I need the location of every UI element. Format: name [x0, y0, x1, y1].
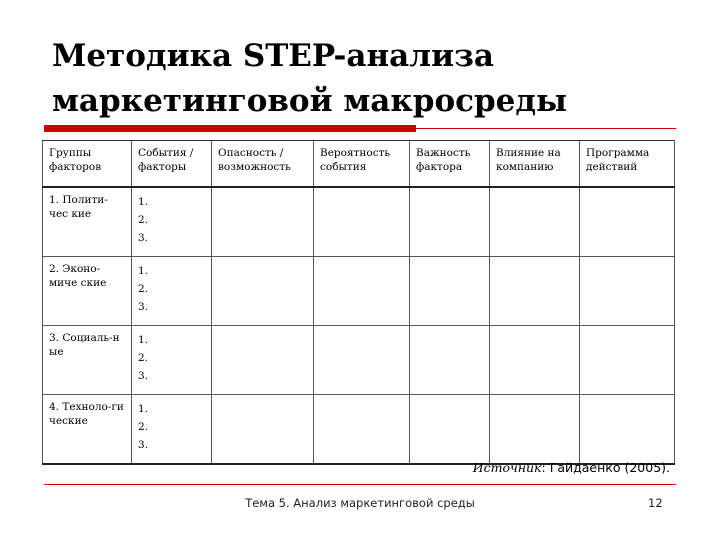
slide-title-line-1: Методика STEP-анализа — [52, 38, 494, 74]
slide-title — [52, 34, 692, 124]
empty-cell — [580, 257, 675, 326]
empty-cell — [212, 326, 314, 395]
event-item: 2. — [138, 283, 149, 295]
header-cell-program: Программа действий — [580, 141, 675, 188]
empty-cell — [314, 187, 410, 257]
event-item: 2. — [138, 214, 149, 226]
events-cell — [132, 257, 212, 326]
empty-cell — [490, 257, 580, 326]
empty-cell — [410, 187, 490, 257]
header-cell-impact: Влияние на компанию — [490, 141, 580, 188]
empty-cell — [212, 187, 314, 257]
group-cell: 4. Техноло-ги ческие — [43, 395, 132, 465]
empty-cell — [490, 187, 580, 257]
event-item: 3. — [138, 439, 149, 451]
header-cell-threat: Опасность / возможность — [212, 141, 314, 188]
group-cell: 2. Эконо-миче ские — [43, 257, 132, 326]
header-cell-events: События / факторы — [132, 141, 212, 188]
events-cell — [132, 187, 212, 257]
title-underline — [44, 128, 676, 129]
event-item: 1. — [138, 196, 149, 208]
step-analysis-table — [42, 140, 675, 465]
source-text: : Гайдаенко (2005). — [541, 460, 670, 475]
group-cell: 1. Полити-чес кие — [43, 187, 132, 257]
events-cell — [132, 326, 212, 395]
event-item: 3. — [138, 232, 149, 244]
events-cell — [132, 395, 212, 465]
table-row — [43, 187, 675, 257]
empty-cell — [580, 187, 675, 257]
event-item: 1. — [138, 403, 149, 415]
table-row — [43, 395, 675, 465]
page-number: 12 — [648, 496, 663, 510]
empty-cell — [410, 257, 490, 326]
header-cell-importance: Важность фактора — [410, 141, 490, 188]
empty-cell — [212, 257, 314, 326]
event-item: 1. — [138, 265, 149, 277]
event-item: 2. — [138, 352, 149, 364]
slide-title-line-2: маркетинговой макросреды — [52, 83, 568, 119]
empty-cell — [490, 326, 580, 395]
group-cell: 3. Социаль-н ые — [43, 326, 132, 395]
empty-cell — [212, 395, 314, 465]
event-item: 2. — [138, 421, 149, 433]
empty-cell — [490, 395, 580, 465]
table-row — [43, 257, 675, 326]
source-citation — [473, 460, 670, 475]
source-label: Источник — [472, 460, 542, 475]
empty-cell — [314, 326, 410, 395]
event-item: 3. — [138, 301, 149, 313]
empty-cell — [314, 257, 410, 326]
table-row — [43, 326, 675, 395]
event-item: 1. — [138, 334, 149, 346]
footer-topic: Тема 5. Анализ маркетинговой среды — [245, 496, 475, 510]
empty-cell — [314, 395, 410, 465]
header-cell-groups: Группы факторов — [43, 141, 132, 188]
event-item: 3. — [138, 370, 149, 382]
footer-divider — [44, 484, 676, 485]
header-cell-probability: Вероятность события — [314, 141, 410, 188]
empty-cell — [410, 326, 490, 395]
table-header-row — [43, 141, 675, 188]
empty-cell — [580, 326, 675, 395]
empty-cell — [580, 395, 675, 465]
empty-cell — [410, 395, 490, 465]
